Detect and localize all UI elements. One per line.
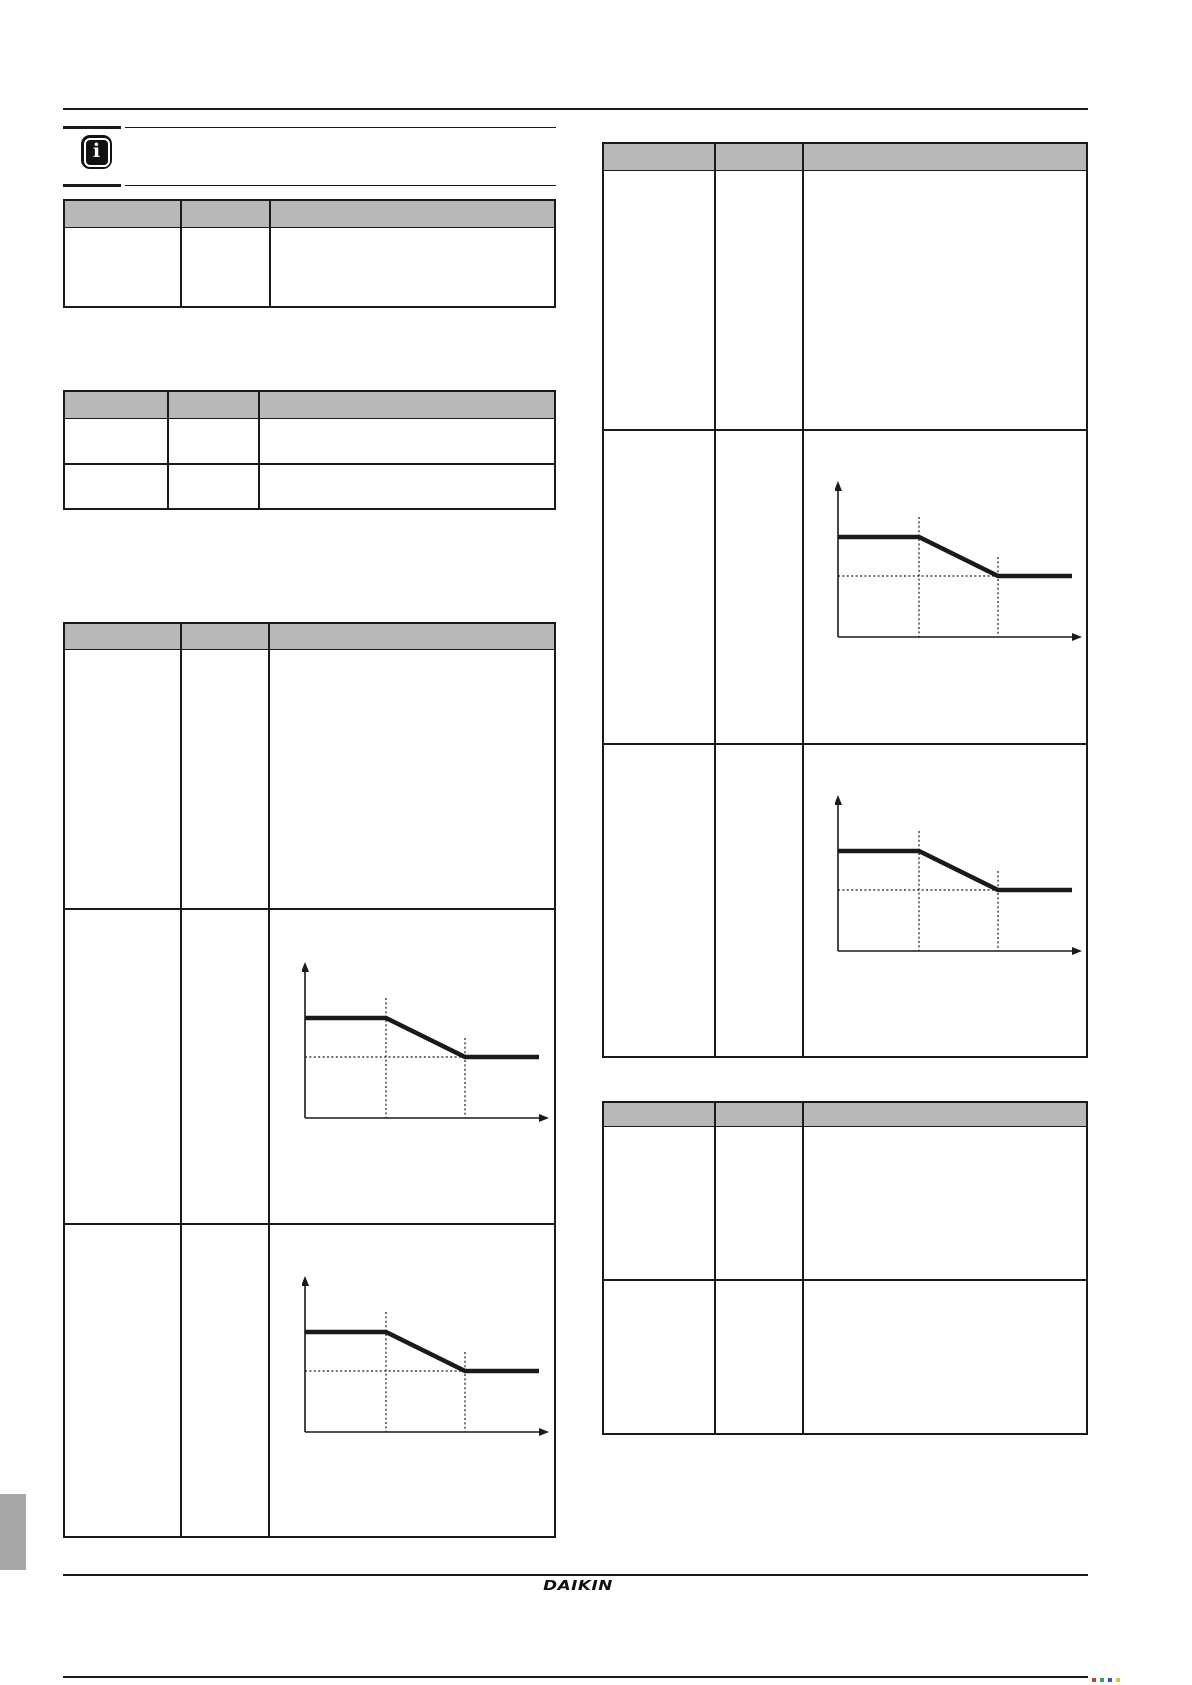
information-icon-glyph: i <box>92 139 101 162</box>
row-divider <box>65 1223 554 1225</box>
column-divider <box>714 144 716 1056</box>
column-divider <box>167 392 169 508</box>
row-divider <box>65 463 554 465</box>
information-icon <box>81 135 112 169</box>
top-rule <box>63 108 1088 110</box>
page-edge-tab <box>0 1494 26 1570</box>
weather-curve-chart-2 <box>302 1272 556 1441</box>
table-header-row <box>65 201 554 228</box>
daikin-logo: DAIKIN <box>543 1577 613 1594</box>
information-icon-ring <box>84 138 110 167</box>
footer-rule <box>63 1574 1088 1576</box>
table-left-middle <box>63 390 556 510</box>
column-divider <box>714 1103 716 1433</box>
column-divider <box>269 201 271 306</box>
info-callout-bottom-rule-thin <box>125 185 556 186</box>
info-callout-top-rule-thin <box>125 127 556 128</box>
row-divider <box>604 429 1086 431</box>
row-divider <box>65 908 554 910</box>
weather-curve-chart-4 <box>835 791 1089 960</box>
registration-mark <box>1100 1678 1104 1682</box>
info-callout-bottom-rule-bold <box>63 184 121 187</box>
weather-curve-chart-1 <box>302 958 556 1127</box>
bottom-rule <box>63 1676 1088 1678</box>
column-divider <box>268 624 270 1536</box>
registration-mark <box>1092 1678 1096 1682</box>
table-right-bottom <box>602 1101 1088 1435</box>
column-divider <box>258 392 260 508</box>
info-callout-top-rule-bold <box>63 126 121 129</box>
print-registration-marks <box>1092 1678 1120 1682</box>
weather-curve-chart-3 <box>835 477 1089 646</box>
column-divider <box>180 624 182 1536</box>
table-header-row <box>65 624 554 650</box>
table-header-row <box>604 1103 1086 1127</box>
column-divider <box>802 1103 804 1433</box>
registration-mark <box>1108 1678 1112 1682</box>
column-divider <box>180 201 182 306</box>
table-header-row <box>65 392 554 419</box>
column-divider <box>802 144 804 1056</box>
row-divider <box>604 1279 1086 1281</box>
table-left-top <box>63 199 556 308</box>
registration-mark <box>1116 1678 1120 1682</box>
row-divider <box>604 743 1086 745</box>
table-header-row <box>604 144 1086 171</box>
